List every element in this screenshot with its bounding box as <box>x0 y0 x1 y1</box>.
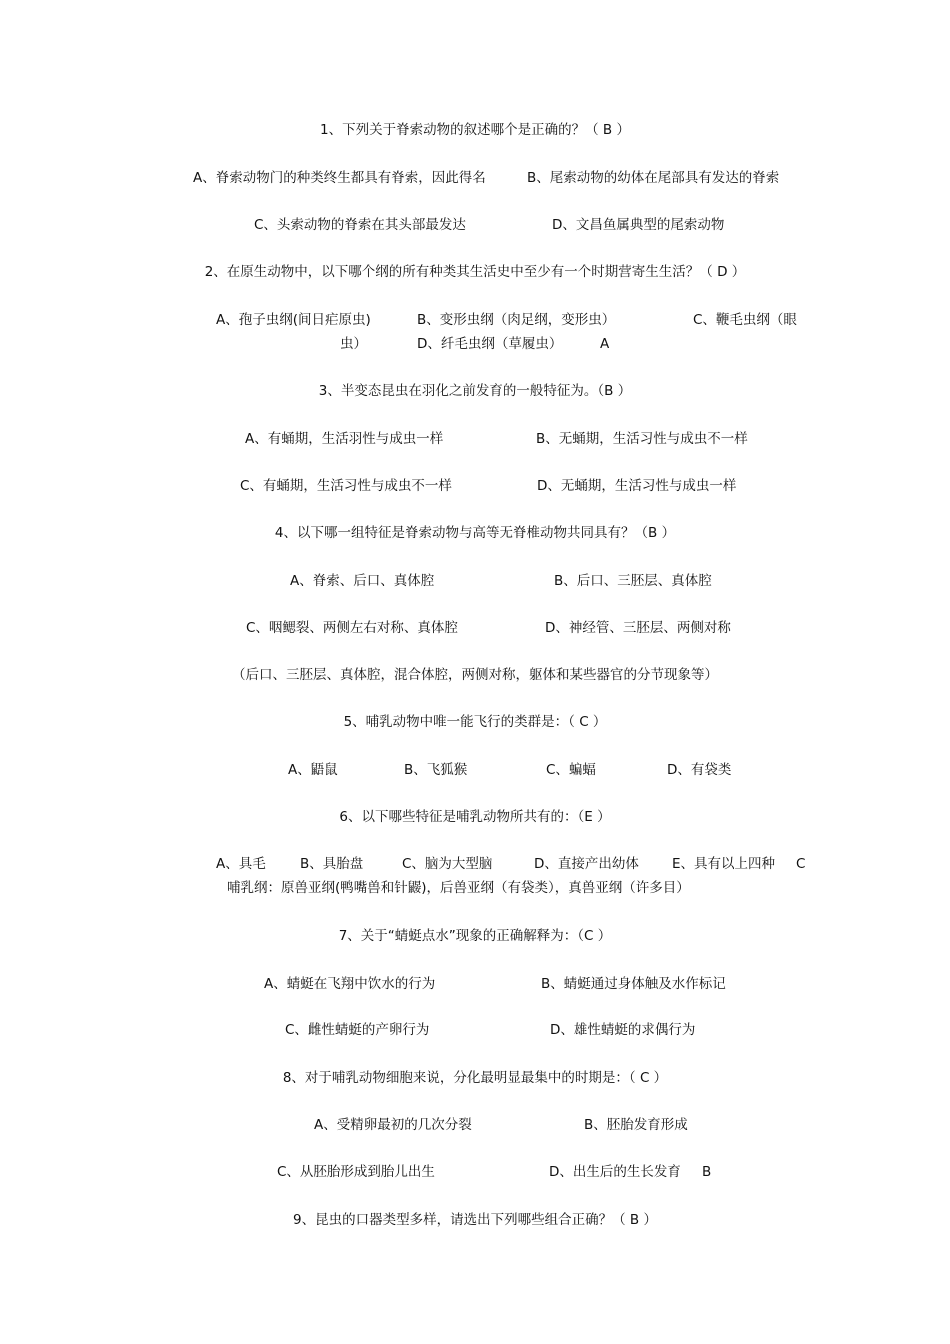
q8-answer-note: B <box>702 1164 712 1180</box>
q7-option-b: B、蜻蜓通过身体触及水作标记 <box>541 976 726 992</box>
q6-note: 哺乳纲：原兽亚纲(鸭嘴兽和针鼹)，后兽亚纲（有袋类），真兽亚纲（许多目） <box>227 880 690 896</box>
q3-option-c: C、有蛹期，生活习性与成虫不一样 <box>240 478 452 494</box>
q5-option-b: B、飞狐猴 <box>404 762 468 778</box>
question-8: 8、对于哺乳动物细胞来说，分化最明显最集中的时期是：（ C ） <box>282 1070 668 1086</box>
q6-option-a: A、具毛 <box>216 856 266 872</box>
q4-option-d: D、神经管、三胚层、两侧对称 <box>545 620 731 636</box>
q2-option-a: A、孢子虫纲(间日疟原虫) <box>216 312 371 328</box>
question-9: 9、昆虫的口器类型多样，请选出下列哪些组合正确？（ B ） <box>293 1212 657 1228</box>
question-4: 4、以下哪一组特征是脊索动物与高等无脊椎动物共同具有？（B ） <box>274 525 676 541</box>
q3-option-a: A、有蛹期，生活羽性与成虫一样 <box>245 431 444 447</box>
q6-option-c: C、脑为大型脑 <box>402 856 493 872</box>
q4-option-b: B、后口、三胚层、真体腔 <box>554 573 712 589</box>
q1-option-b: B、尾索动物的幼体在尾部具有发达的脊索 <box>527 170 780 186</box>
q1-option-a: A、脊索动物门的种类终生都具有脊索，因此得名 <box>193 170 486 186</box>
q4-option-a: A、脊索、后口、真体腔 <box>290 573 435 589</box>
q6-option-b: B、具胎盘 <box>300 856 364 872</box>
q8-option-c: C、从胚胎形成到胎儿出生 <box>277 1164 435 1180</box>
q6-answer-note: C <box>796 856 806 872</box>
q3-option-b: B、无蛹期，生活习性与成虫不一样 <box>536 431 748 447</box>
q1-option-c: C、头索动物的脊索在其头部最发达 <box>254 217 466 233</box>
q1-option-d: D、文昌鱼属典型的尾索动物 <box>552 217 725 233</box>
q7-option-a: A、蜻蜓在飞翔中饮水的行为 <box>264 976 436 992</box>
q8-option-d: D、出生后的生长发育 <box>549 1164 681 1180</box>
q5-option-c: C、蝙蝠 <box>546 762 596 778</box>
q7-option-c: C、雌性蜻蜓的产卵行为 <box>285 1022 430 1038</box>
q2-option-d: D、纤毛虫纲（草履虫） <box>417 336 563 352</box>
question-6: 6、以下哪些特征是哺乳动物所共有的：（E ） <box>339 809 611 825</box>
question-1: 1、下列关于脊索动物的叙述哪个是正确的？（ B ） <box>320 122 630 138</box>
q4-note: （后口、三胚层、真体腔，混合体腔，两侧对称，躯体和某些器官的分节现象等） <box>232 667 718 683</box>
question-5: 5、哺乳动物中唯一能飞行的类群是：（ C ） <box>343 714 607 730</box>
q2-option-c-continued: 虫） <box>340 336 367 352</box>
question-2: 2、在原生动物中，以下哪个纲的所有种类其生活史中至少有一个时期营寄生生活？（ D ） <box>204 264 746 280</box>
q6-option-e: E、具有以上四种 <box>672 856 776 872</box>
q6-option-d: D、直接产出幼体 <box>534 856 639 872</box>
q5-option-d: D、有袋类 <box>667 762 732 778</box>
q8-option-b: B、胚胎发育形成 <box>584 1117 688 1133</box>
q5-option-a: A、鼯鼠 <box>288 762 338 778</box>
q3-option-d: D、无蛹期，生活习性与成虫一样 <box>537 478 737 494</box>
q8-option-a: A、受精卵最初的几次分裂 <box>314 1117 472 1133</box>
question-3: 3、半变态昆虫在羽化之前发育的一般特征为。（B ） <box>318 383 632 399</box>
q4-option-c: C、咽鳃裂、两侧左右对称、真体腔 <box>246 620 458 636</box>
q2-option-c: C、鞭毛虫纲（眼 <box>693 312 797 328</box>
q2-answer-note: A <box>600 336 610 352</box>
q2-option-b: B、变形虫纲（肉足纲，变形虫） <box>417 312 616 328</box>
question-7: 7、关于“蜻蜓点水”现象的正确解释为：（C ） <box>338 928 612 944</box>
q7-option-d: D、雄性蜻蜓的求偶行为 <box>550 1022 696 1038</box>
